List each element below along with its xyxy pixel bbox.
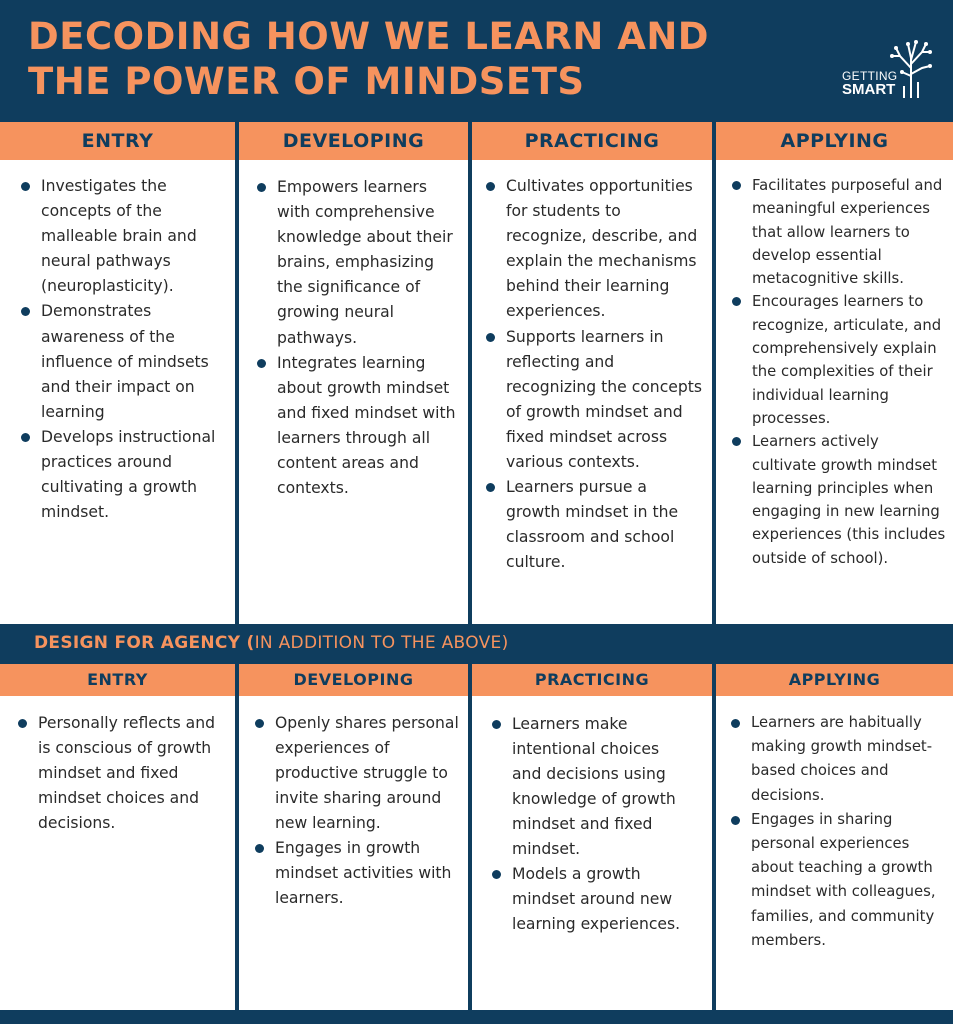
title-line-2: THE POWER OF MINDSETS <box>28 60 585 103</box>
agency-heading-bold: DESIGN FOR AGENCY ( <box>34 633 255 653</box>
section1-applying-cell <box>716 160 953 624</box>
list-item: Empowers learners with comprehensive knowledge about their brains, emphasizing the significance of growing neural pathways. <box>257 175 462 351</box>
entry-list <box>18 711 229 836</box>
list-item: Models a growth mindset around new learning experiences. <box>492 862 692 937</box>
list-item: Facilitates purposeful and meaningful experiences that allow learners to develop essential metacognitive skills. <box>732 174 947 290</box>
applying-list <box>732 174 947 570</box>
list-item: Encourages learners to recognize, articulate, and comprehensively explain the complexities of their individual learning processes. <box>732 290 947 430</box>
list-item: Develops instructional practices around cultivating a growth mindset. <box>21 425 227 525</box>
section2-header-developing: DEVELOPING <box>239 664 468 696</box>
section1-header-applying: APPLYING <box>716 122 953 160</box>
section2-developing-cell <box>239 696 468 1010</box>
practicing-list <box>486 174 706 576</box>
developing-list <box>257 175 462 501</box>
entry-list <box>21 174 227 525</box>
section1-header-developing: DEVELOPING <box>239 122 468 160</box>
list-item: Learners make intentional choices and decisions using knowledge of growth mindset and fixed mindset. <box>492 712 692 862</box>
section1-practicing-cell <box>472 160 712 624</box>
list-item: Learners actively cultivate growth mindset learning principles when engaging in new learning experiences (this includes outside of school). <box>732 430 947 570</box>
section2-applying-cell <box>716 696 953 1010</box>
list-item: Learners are habitually making growth mindset-based choices and decisions. <box>731 711 945 808</box>
section2-header-entry: ENTRY <box>0 664 235 696</box>
list-item: Cultivates opportunities for students to recognize, describe, and explain the mechanisms behind their learning experiences. <box>486 174 706 325</box>
list-item: Supports learners in reflecting and recognizing the concepts of growth mindset and fixed mindset across various contexts. <box>486 325 706 476</box>
section2-header-practicing: PRACTICING <box>472 664 712 696</box>
getting-smart-logo <box>842 38 934 102</box>
title-line-1: DECODING HOW WE LEARN AND <box>28 15 710 58</box>
list-item: Integrates learning about growth mindset and fixed mindset with learners through all content areas and contexts. <box>257 351 462 502</box>
applying-list <box>731 711 945 953</box>
logo-line-1: GETTING <box>842 69 898 83</box>
section2-practicing-cell <box>472 696 712 1010</box>
list-item: Openly shares personal experiences of productive struggle to invite sharing around new learning. <box>255 711 462 836</box>
agency-heading-rest: IN ADDITION TO THE ABOVE) <box>254 633 509 653</box>
list-item: Engages in growth mindset activities with learners. <box>255 836 462 911</box>
list-item: Learners pursue a growth mindset in the classroom and school culture. <box>486 475 706 575</box>
practicing-list <box>492 712 692 937</box>
logo-line-2: SMART <box>842 81 896 98</box>
section2-header-applying: APPLYING <box>716 664 953 696</box>
section1-entry-cell <box>0 160 235 624</box>
section2-entry-cell <box>0 696 235 1010</box>
section1-header-entry: ENTRY <box>0 122 235 160</box>
list-item: Engages in sharing personal experiences about teaching a growth mindset with colleagues, families, and community members. <box>731 808 945 953</box>
page-title <box>28 14 709 104</box>
list-item: Personally reflects and is conscious of growth mindset and fixed mindset choices and decisions. <box>18 711 229 836</box>
section1-developing-cell <box>239 160 468 624</box>
list-item: Demonstrates awareness of the influence of mindsets and their impact on learning <box>21 299 227 424</box>
section1-header-practicing: PRACTICING <box>472 122 712 160</box>
developing-list <box>255 711 462 911</box>
agency-heading <box>34 631 509 655</box>
list-item: Investigates the concepts of the malleable brain and neural pathways (neuroplasticity). <box>21 174 227 299</box>
